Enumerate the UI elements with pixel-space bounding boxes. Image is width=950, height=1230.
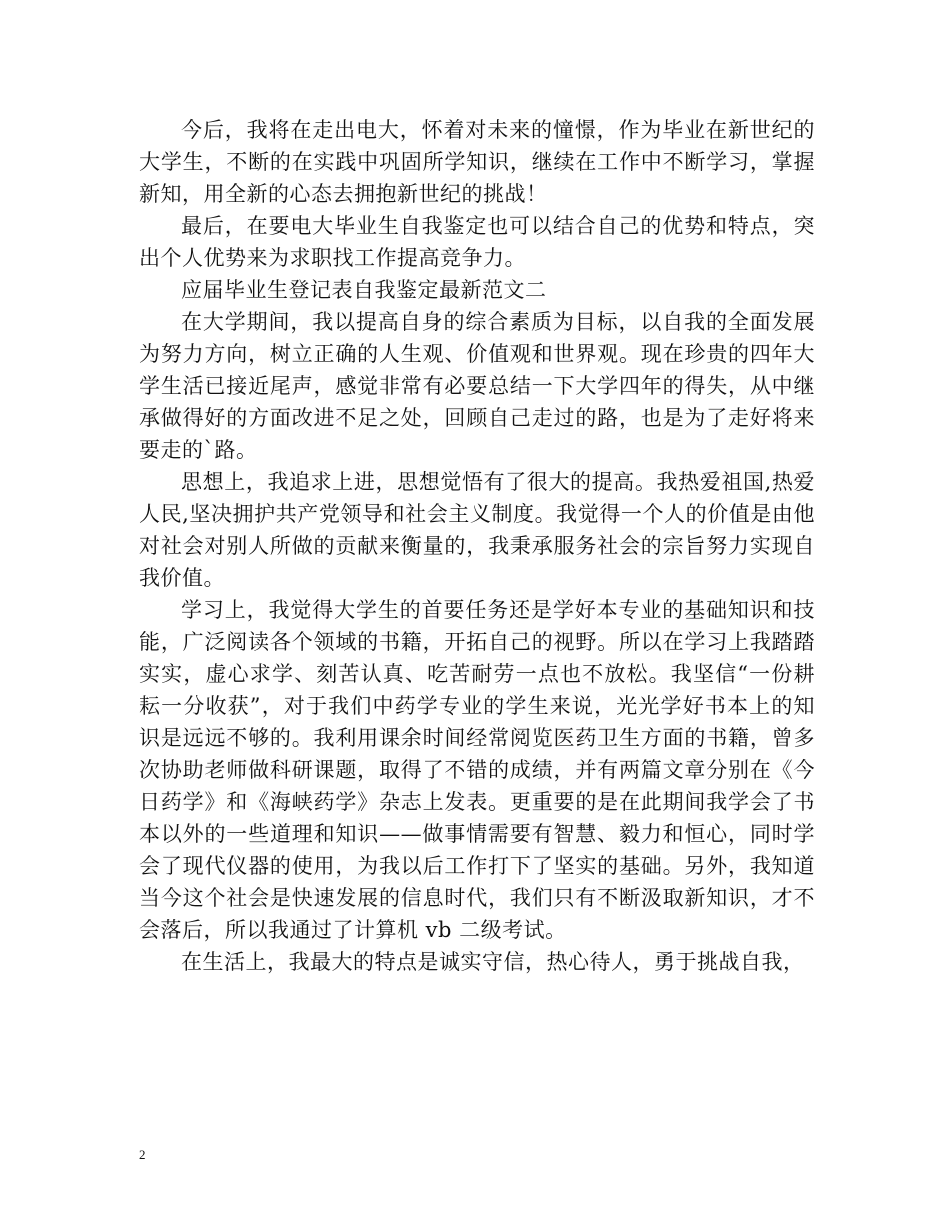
paragraph-ideology: 思想上，我追求上进，思想觉悟有了很大的提高。我热爱祖国,热爱人民,坚决拥护共产党领导和社会主义制度。我觉得一个人的价值是由他对社会对别人所做的贡献来衡量的，我秉承服务社会的宗旨努力实现自我价值。 xyxy=(139,470,815,590)
paragraph-life: 在生活上，我最大的特点是诚实守信，热心待人，勇于挑战自我， xyxy=(181,950,805,974)
section-heading-sample-two: 应届毕业生登记表自我鉴定最新范文二 xyxy=(181,278,547,302)
paragraph-future-outlook: 今后，我将在走出电大，怀着对未来的憧憬，作为毕业在新世纪的大学生，不断的在实践中巩固所学知识，继续在工作中不断学习，掌握新知，用全新的心态去拥抱新世纪的挑战！ xyxy=(139,118,815,206)
paragraph-study: 学习上，我觉得大学生的首要任务还是学好本专业的基础知识和技能，广泛阅读各个领域的书籍，开拓自己的视野。所以在学习上我踏踏实实，虚心求学、刻苦认真、吃苦耐劳一点也不放松。我坚信“一份耕耘一分收获”，对于我们中药学专业的学生来说，光光学好书本上的知识是远远不够的。我利用课余时间经常阅览医药卫生方面的书籍，曾多次协助老师做科研课题，取得了不错的成绩，并有两篇文章分别在《今日药学》和《海峡药学》杂志上发表。更重要的是在此期间我学会了书本以外的一些道理和知识——做事情需要有智慧、毅力和恒心，同时学会了现代仪器的使用，为我以后工作打下了坚实的基础。另外，我知道当今这个社会是快速发展的信息时代，我们只有不断汲取新知识，才不会落后，所以我通过了计算机 vb 二级考试。 xyxy=(139,598,815,942)
page-number: 2 xyxy=(139,1147,146,1162)
paragraph-university-intro: 在大学期间，我以提高自身的综合素质为目标，以自我的全面发展为努力方向，树立正确的人生观、价值观和世界观。现在珍贵的四年大学生活已接近尾声，感觉非常有必要总结一下大学四年的得失，从中继承做得好的方面改进不足之处，回顾自己走过的路，也是为了走好将来要走的`路。 xyxy=(139,310,815,462)
paragraph-closing-advice: 最后，在要电大毕业生自我鉴定也可以结合自己的优势和特点，突出个人优势来为求职找工作提高竞争力。 xyxy=(139,214,815,270)
document-body xyxy=(139,114,815,978)
